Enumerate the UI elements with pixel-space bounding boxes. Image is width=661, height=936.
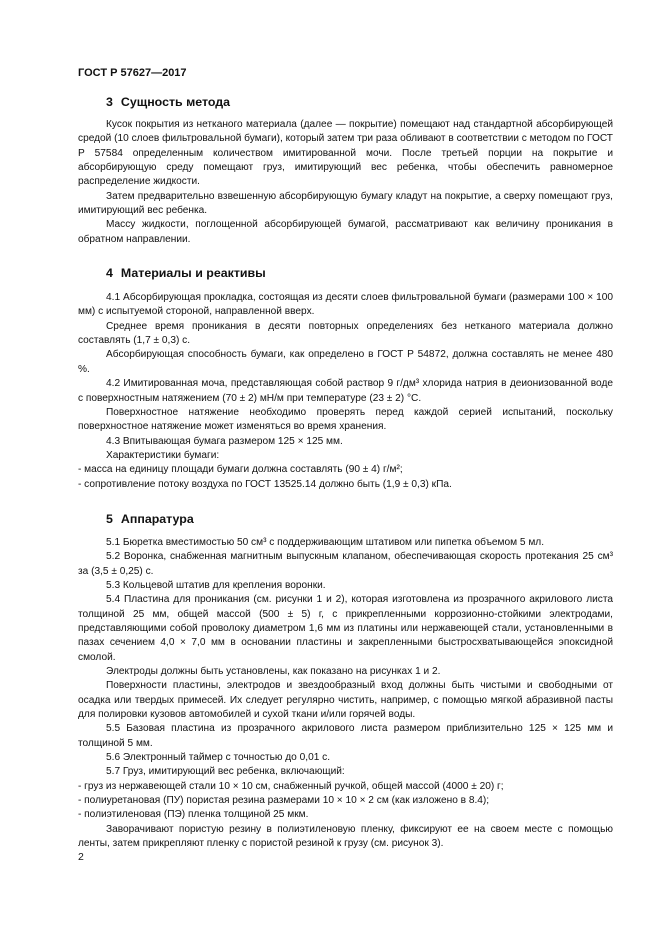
paragraph: Абсорбирующая способность бумаги, как определено в ГОСТ Р 54872, должна составлять не менее 480 %. xyxy=(78,349,613,375)
section-heading: 3 Сущность метода xyxy=(106,95,231,109)
paragraph: 5.4 Пластина для проникания (см. рисунки 1 и 2), которая изготовлена из прозрачного акрилового листа толщиной 25 мм, общей массой (500 ± 5) г, с прикрепленными коррозионно-стойкими электродами, представляющими собой проволоку диаметром 1,6 мм из платины или нержавеющей стали, установленными в пазах сечением 4,0 × 7,0 мм в основании пластины и закрепленными быстросхватывающейся эпоксидной смолой. xyxy=(78,594,613,663)
paragraph: 5.6 Электронный таймер с точностью до 0,01 с. xyxy=(106,752,331,764)
paragraph: 5.3 Кольцевой штатив для крепления воронки. xyxy=(106,579,326,591)
document-header: ГОСТ Р 57627—2017 xyxy=(78,67,187,79)
paragraph: Заворачивают пористую резину в полиэтиленовую пленку, фиксируют ее на своем месте с помощью ленты, затем прикрепляют пленку с пористой резиной к грузу (см. рисунок 3). xyxy=(78,823,613,850)
section-3 xyxy=(78,94,613,247)
section-heading: 4 Материалы и реактивы xyxy=(106,266,266,281)
list-item: - масса на единицу площади бумаги должна составлять (90 ± 4) г/м²; xyxy=(78,464,403,476)
section-5 xyxy=(78,511,613,852)
paragraph: 5.1 Бюретка вместимостью 50 см³ с поддерживающим штативом или пипетка объемом 5 мл. xyxy=(106,536,545,548)
list-item: - полиэтиленовая (ПЭ) пленка толщиной 25 мкм. xyxy=(78,809,309,821)
section-heading: 5 Аппаратура xyxy=(106,511,194,526)
page-content xyxy=(78,94,613,851)
paragraph: Поверхности пластины, электродов и звездообразный вход должны быть чистыми и свободными от осадка или твердых примесей. Их следует регулярно чистить, например, с помощью мягкой абразивной пасты для полировки кузовов автомобилей и сухой ткани и/или горячей воды. xyxy=(78,680,613,721)
paragraph: 5.7 Груз, имитирующий вес ребенка, включающий: xyxy=(106,766,345,778)
page-number: 2 xyxy=(78,851,84,863)
paragraph: Массу жидкости, поглощенной абсорбирующей бумагой, рассматривают как величину проникания в обратном направлении. xyxy=(78,219,613,245)
paragraph: Поверхностное натяжение необходимо проверять перед каждой серией испытаний, поскольку поверхностное натяжение может изменяться во время хранения. xyxy=(78,406,613,433)
paragraph: 4.3 Впитывающая бумага размером 125 × 125 мм. xyxy=(106,435,343,447)
paragraph: Электроды должны быть установлены, как показано на рисунках 1 и 2. xyxy=(106,666,441,677)
paragraph: 4.1 Абсорбирующая прокладка, состоящая из десяти слоев фильтровальной бумаги (размерами 100 × 100 мм) с испытуемой стороной, направленной вверх. xyxy=(78,292,613,318)
list-item: - полиуретановая (ПУ) пористая резина размерами 10 × 10 × 2 см (как изложено в 8.4); xyxy=(78,795,490,807)
paragraph: 5.2 Воронка, снабженная магнитным выпускным клапаном, обеспечивающая скорость протекания 25 см³ за (3,5 ± 0,25) с. xyxy=(78,551,613,577)
paragraph: Кусок покрытия из нетканого материала (далее — покрытие) помещают над стандартной абсорбирующей средой (10 слоев фильтровальной бумаги), который затем три раза обливают в соответствии с методом по ГОСТ Р 57584 определенным количеством имитированной мочи. После третьей порции на покрытие и абсорбирующую среду помещают груз, имитирующий вес ребенка, чтобы обеспечить равномерное распределение жидкости. xyxy=(78,119,613,188)
section-4 xyxy=(78,265,613,492)
paragraph: 4.2 Имитированная моча, представляющая собой раствор 9 г/дм³ хлорида натрия в деионизованной воде с поверхностным натяжением (70 ± 2) мН/м при температуре (23 ± 2) °С. xyxy=(78,378,613,404)
list-item: - груз из нержавеющей стали 10 × 10 см, снабженный ручкой, общей массой (4000 ± 20) г; xyxy=(78,780,504,792)
list-item: - сопротивление потоку воздуха по ГОСТ 13525.14 должно быть (1,9 ± 0,3) кПа. xyxy=(78,478,452,490)
paragraph: Характеристики бумаги: xyxy=(106,449,220,461)
paragraph: Среднее время проникания в десяти повторных определениях без нетканого материала должно составлять (1,7 ± 0,3) с. xyxy=(78,320,613,347)
paragraph: 5.5 Базовая пластина из прозрачного акрилового листа размером приблизительно 125 × 125 мм и толщиной 5 мм. xyxy=(78,723,613,749)
paragraph: Затем предварительно взвешенную абсорбирующую бумагу кладут на покрытие, а сверху помещают груз, имитирующий вес ребенка. xyxy=(78,190,613,217)
